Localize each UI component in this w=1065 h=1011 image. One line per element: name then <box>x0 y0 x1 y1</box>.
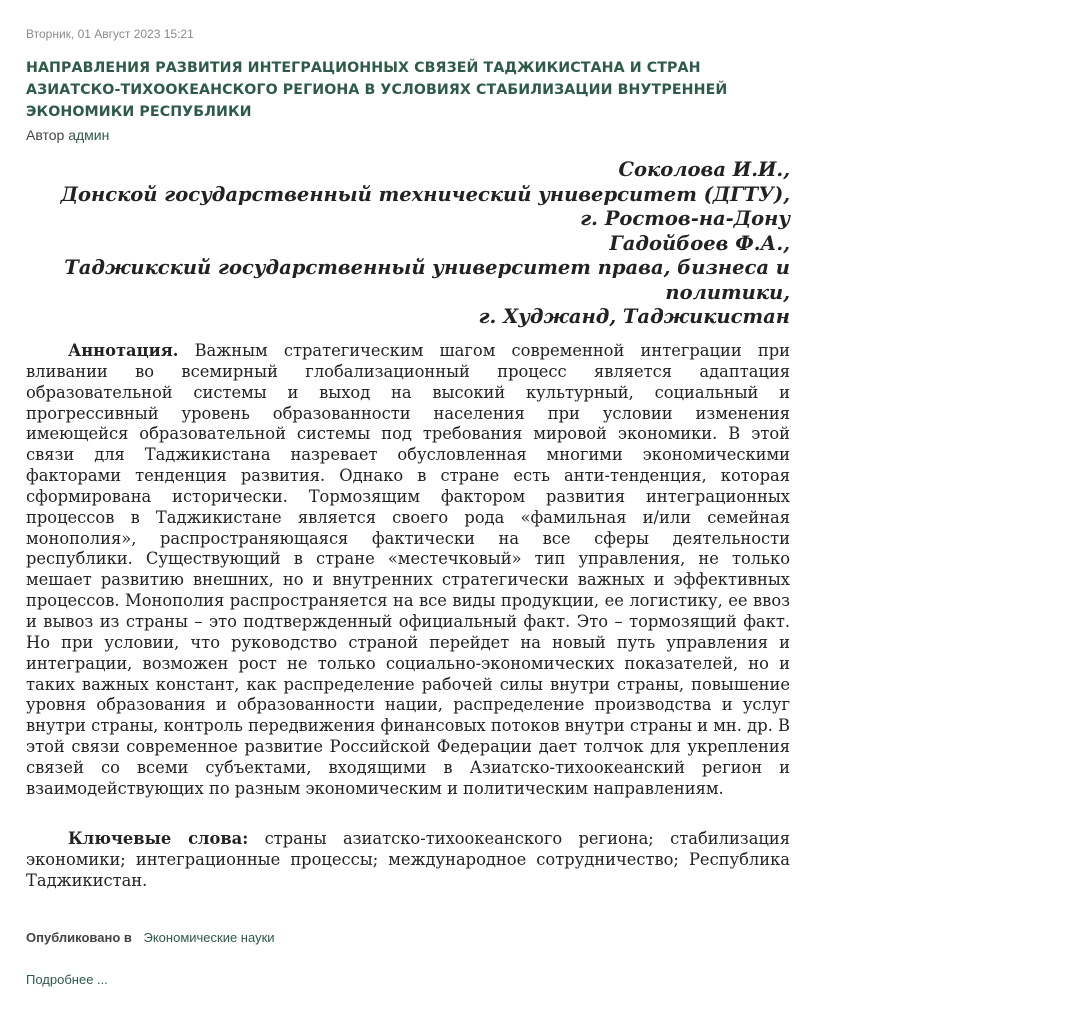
category-link[interactable]: Экономические науки <box>143 930 275 945</box>
author-2-city: г. Худжанд, Таджикистан <box>478 305 790 328</box>
author-1-affiliation: Донской государственный технический университет (ДГТУ), <box>60 182 790 206</box>
published-line <box>26 930 275 945</box>
article-date: Вторник, 01 Август 2023 15:21 <box>26 27 194 41</box>
author-2-name: Гадойбоев Ф.А., <box>609 231 790 255</box>
author-1-city: г. Ростов-на-Дону <box>580 207 790 230</box>
author-link[interactable]: админ <box>68 127 110 143</box>
author-prefix: Автор <box>26 127 65 143</box>
keywords-label: Ключевые слова: <box>68 829 249 848</box>
author-line <box>26 127 109 143</box>
abstract-label: Аннотация. <box>68 341 179 360</box>
abstract-paragraph <box>26 341 790 800</box>
read-more-link[interactable]: Подробнее ... <box>26 972 108 987</box>
keywords-text: страны азиатско-тихоокеанского региона; стабилизация экономики; интеграционные процессы; международное сотрудничество; Республика Таджикистан. <box>26 829 790 890</box>
published-label: Опубликовано в <box>26 930 132 945</box>
author-1-name: Соколова И.И., <box>618 158 790 181</box>
abstract-text: Важным стратегическим шагом современной интеграции при вливании во всемирный глобализационный процесс является адаптация образовательной системы и выход на высокий культурный, социальный и прогрессивный уровень образованности населения при условии изменения имеющейся образовательной системы под требования мировой экономики. В этой связи для Таджикистана назревает обусловленная многими экономическими факторами тенденция развития. Однако в стране есть анти-тенденция, которая сформирована исторически. Тормозящим фактором развития интеграционных процессов в Таджикистане является своего рода «фамильная и/или семейная монополия», распространяющаяся фактически на все сферы деятельности республики. Существующий в стране «местечковый» тип управления, не только мешает развитию внешних, но и внутренних стратегически важных и эффективных процессов. Монополия распространяется на все виды продукции, ее логистику, ее ввоз и вывоз из страны – это подтвержденный официальный факт. Это – тормозящий факт. Но при условии, что руководство страной перейдет на новый путь управления и интеграции, возможен рост не только социально-экономических показателей, но и таких важных констант, как распределение рабочей силы внутри страны, повышение уровня образования и образованности нации, распределение производства и услуг внутри страны, контроль передвижения финансовых потоков внутри страны и мн. др. В этой связи современное развитие Российской Федерации дает толчок для укрепления связей со всеми субъектами, входящими в Азиатско-тихоокеанский регион и взаимодействующих по разным экономическим и политическим направлениям. <box>26 341 790 798</box>
author-2-affiliation: Таджикский государственный университет права, бизнеса и политики, <box>64 256 790 304</box>
authors-block <box>26 158 790 330</box>
keywords-paragraph <box>26 829 790 892</box>
article-title: НАПРАВЛЕНИЯ РАЗВИТИЯ ИНТЕГРАЦИОННЫХ СВЯЗЕЙ ТАДЖИКИСТАНА И СТРАН АЗИАТСКО-ТИХООКЕАНСКОГО РЕГИОНА В УСЛОВИЯХ СТАБИЛИЗАЦИИ ВНУТРЕННЕЙ ЭКОНОМИКИ РЕСПУБЛИКИ <box>26 60 728 120</box>
